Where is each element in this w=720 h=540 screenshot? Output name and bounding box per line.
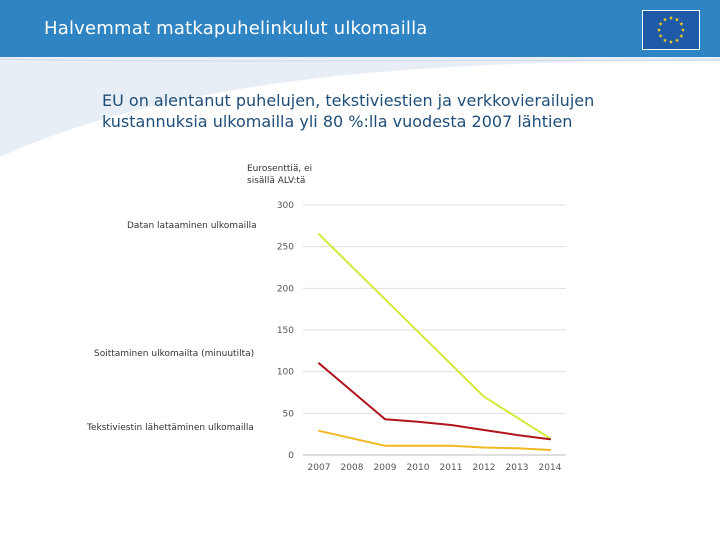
x-tick-label: 2008 [340, 463, 364, 473]
slide-subtitle: EU on alentanut puhelujen, tekstiviestien ja verkkovierailujen kustannuksia ulkomailla yli 80 %:lla vuodesta 2007 lähtien [102, 91, 595, 131]
series-label-calls: Soittaminen ulkomailta (minuutilta) [94, 349, 255, 359]
y-tick-label: 300 [276, 201, 294, 211]
x-tick-label: 2007 [307, 463, 331, 473]
x-tick-label: 2014 [538, 463, 562, 473]
x-tick-label: 2013 [505, 463, 529, 473]
y-tick-label: 150 [276, 326, 294, 336]
x-tick-label: 2009 [373, 463, 397, 473]
series-label-sms: Tekstiviestin lähettäminen ulkomailla [87, 423, 254, 433]
y-tick-label: 100 [276, 367, 294, 378]
series-line-3 [319, 431, 550, 450]
y-tick-label: 250 [276, 242, 294, 253]
series-line-2 [319, 363, 550, 439]
x-tick-label: 2010 [406, 463, 430, 473]
series-line-1 [319, 234, 550, 438]
y-tick-label: 50 [282, 409, 294, 420]
x-tick-label: 2011 [439, 463, 463, 473]
chart-unit-label: Eurosenttiä, ei sisällä ALV:tä [247, 164, 313, 186]
x-tick-label: 2012 [472, 463, 496, 473]
y-tick-label: 0 [288, 451, 294, 461]
y-tick-label: 200 [276, 284, 294, 295]
page-title: Halvemmat matkapuhelinkulut ulkomailla [44, 18, 428, 39]
series-label-data: Datan lataaminen ulkomailla [127, 221, 257, 231]
